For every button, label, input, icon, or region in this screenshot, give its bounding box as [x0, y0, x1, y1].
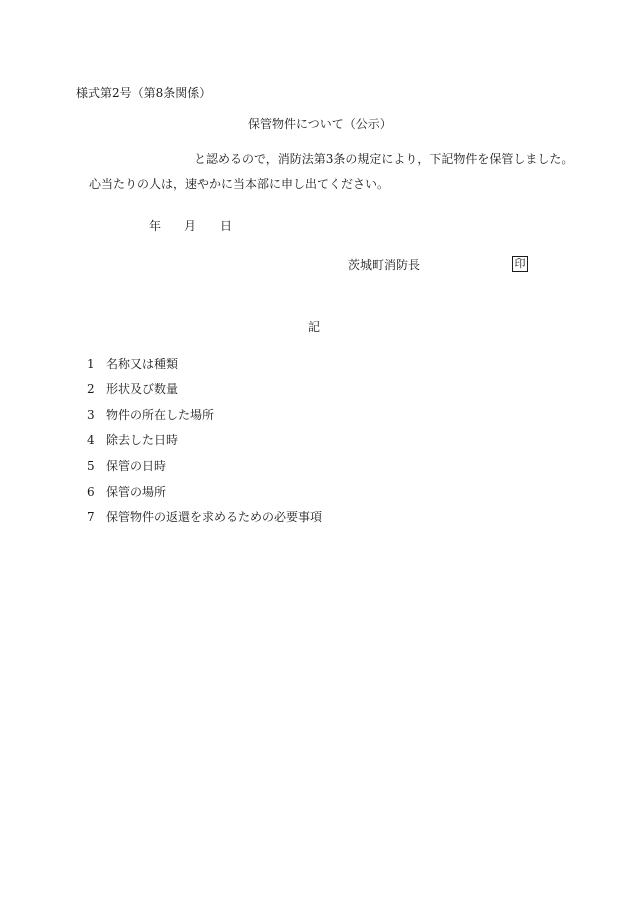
date-day-label: 日 [220, 219, 233, 233]
list-item-text: 名称又は種類 [106, 357, 179, 371]
list-item-number: 1 [87, 357, 95, 371]
list-item-text: 除去した日時 [106, 433, 179, 447]
list-item-number: 3 [87, 408, 95, 422]
list-item [87, 408, 214, 422]
list-item-text: 保管の日時 [106, 459, 167, 473]
list-item [87, 459, 166, 473]
list-item [87, 382, 178, 396]
body-text-line-2: 心当たりの人は，速やかに当本部に申し出てください。 [89, 177, 390, 191]
document-title: 保管物件について（公示） [248, 117, 392, 131]
list-item [87, 357, 178, 371]
body-text-line-1: と認めるので，消防法第3条の規定により，下記物件を保管しました。 [194, 152, 574, 166]
list-item-text: 形状及び数量 [106, 382, 179, 396]
ki-heading: 記 [308, 320, 321, 334]
list-item-text: 物件の所在した場所 [106, 408, 215, 422]
list-item-number: 2 [87, 382, 95, 396]
list-item [87, 485, 166, 499]
list-item-number: 4 [87, 433, 95, 447]
list-item-number: 6 [87, 485, 95, 499]
form-number: 様式第2号（第8条関係） [76, 86, 212, 100]
date-year-label: 年 [149, 219, 162, 233]
list-item [87, 433, 178, 447]
seal-stamp: 印 [512, 256, 528, 272]
list-item-number: 5 [87, 459, 95, 473]
issuer-name: 茨城町消防長 [348, 258, 421, 272]
date-month-label: 月 [184, 219, 197, 233]
list-item-number: 7 [87, 510, 95, 524]
list-item [87, 510, 322, 524]
list-item-text: 保管の場所 [106, 485, 167, 499]
list-item-text: 保管物件の返還を求めるための必要事項 [106, 510, 323, 524]
